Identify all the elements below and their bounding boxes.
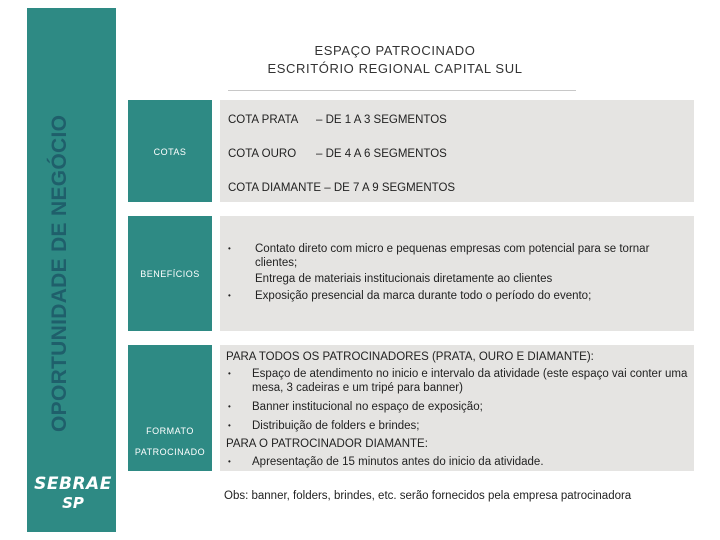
- formato-item-3: Distribuição de folders e brindes;: [252, 420, 420, 432]
- formato-label-box: [128, 345, 212, 471]
- formato-item-1: Espaço de atendimento no inicio e intervalo da atividade (este espaço vai conter uma mesa, 3 cadeiras e um tripé para banner): [252, 368, 688, 394]
- sebrae-logo: [34, 474, 112, 512]
- formato-label-line1: FORMATO: [146, 426, 194, 436]
- beneficios-label: BENEFÍCIOS: [140, 269, 200, 279]
- formato-bullet-3: •: [228, 421, 231, 430]
- beneficio-item-1b: Entrega de materiais institucionais diretamente ao clientes: [255, 273, 553, 285]
- vertical-title: OPORTUNIDADE DE NEGÓCIO: [48, 114, 71, 432]
- cota-diamante-range: – DE 7 A 9 SEGMENTOS: [324, 182, 456, 194]
- cota-prata-range: – DE 1 A 3 SEGMENTOS: [316, 114, 447, 126]
- header-divider: [228, 90, 576, 91]
- formato-item-2: Banner institucional no espaço de exposição;: [252, 401, 483, 413]
- page-header: [230, 42, 560, 78]
- logo-line1: SEBRAE: [34, 474, 112, 494]
- header-subtitle: ESCRITÓRIO REGIONAL CAPITAL SUL: [267, 61, 523, 76]
- cota-prata-row: [228, 113, 447, 127]
- formato-bullet-2: •: [228, 402, 231, 411]
- formato-note: Obs: banner, folders, brindes, etc. serão fornecidos pela empresa patrocinadora: [224, 490, 632, 502]
- beneficio-bullet-2: •: [228, 291, 231, 300]
- cota-ouro-name: COTA OURO: [228, 148, 297, 160]
- cota-ouro-range: – DE 4 A 6 SEGMENTOS: [316, 148, 447, 160]
- formato-label-line2: PATROCINADO: [134, 447, 206, 457]
- beneficio-item-2: Exposição presencial da marca durante todo o período do evento;: [255, 290, 592, 302]
- logo-line2: SP: [62, 494, 84, 512]
- beneficio-bullet-1: •: [228, 244, 231, 253]
- cotas-label-box: [128, 100, 212, 202]
- header-title: ESPAÇO PATROCINADO: [314, 43, 476, 58]
- formato-bullet-4: •: [228, 457, 231, 466]
- cota-diamante-name: COTA DIAMANTE: [228, 182, 322, 194]
- cotas-label: COTAS: [153, 147, 187, 157]
- beneficio-item-1: Contato direto com micro e pequenas empresas com potencial para se tornar clientes;: [255, 243, 650, 269]
- cota-diamante-row: [228, 181, 455, 195]
- formato-item-diamante: Apresentação de 15 minutos antes do inicio da atividade.: [252, 456, 544, 468]
- cota-ouro-row: [228, 147, 447, 161]
- formato-bullet-1: •: [228, 369, 231, 378]
- formato-heading-diamante: PARA O PATROCINADOR DIAMANTE:: [226, 438, 428, 450]
- cota-prata-name: COTA PRATA: [228, 114, 299, 126]
- beneficios-label-box: [128, 216, 212, 331]
- formato-heading-all: PARA TODOS OS PATROCINADORES (PRATA, OURO E DIAMANTE):: [226, 351, 594, 363]
